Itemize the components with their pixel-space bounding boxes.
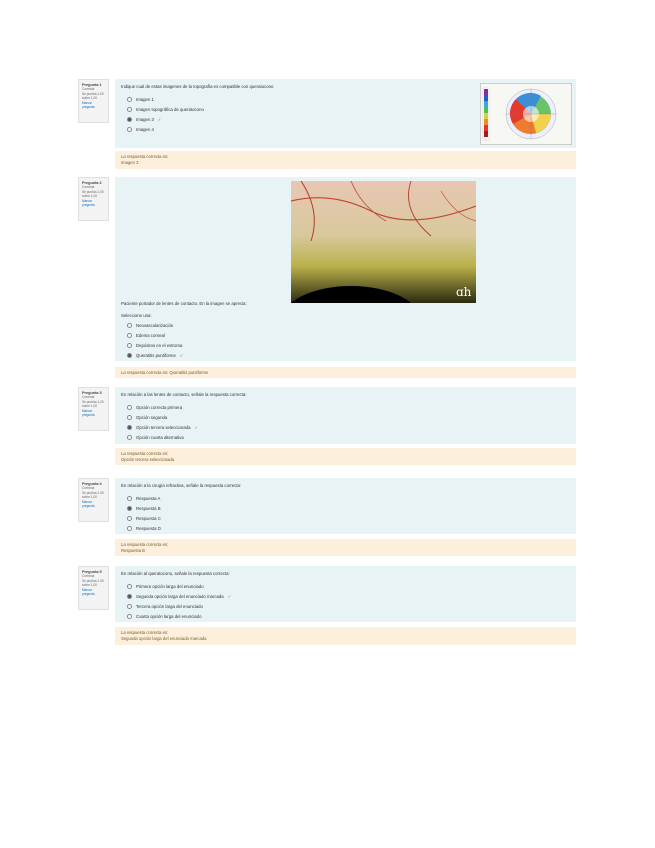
option-label: Respuesta B xyxy=(136,505,161,511)
feedback-box xyxy=(115,627,576,645)
option-label: Opción tercera seleccionada xyxy=(136,424,191,430)
radio-button[interactable] xyxy=(127,526,132,531)
answer-option[interactable] xyxy=(127,515,570,522)
option-label: Respuesta C xyxy=(136,515,161,521)
option-label: Opción segunda xyxy=(136,414,168,420)
check-icon: ✓ xyxy=(179,352,184,358)
question-content xyxy=(115,177,576,361)
option-label: Primera opción larga del enunciado xyxy=(136,583,204,589)
check-icon: ✓ xyxy=(157,116,162,122)
question-score: Se puntúa 1,00 sobre 1,00 xyxy=(82,399,104,409)
question-state: Correcta xyxy=(82,185,95,190)
question-number: Pregunta 3 xyxy=(82,391,102,395)
radio-button[interactable] xyxy=(127,614,132,619)
flag-question-link[interactable]: Marcar pregunta xyxy=(82,408,95,418)
answer-option[interactable] xyxy=(127,434,570,441)
feedback-answer: Imagen 3 xyxy=(121,159,139,165)
option-label: Imagen 3 xyxy=(136,116,154,122)
radio-button[interactable] xyxy=(127,323,132,328)
radio-button[interactable] xyxy=(127,496,132,501)
radio-button[interactable] xyxy=(127,516,132,521)
topography-image xyxy=(480,83,572,145)
radio-button[interactable] xyxy=(127,97,132,102)
question-state: Correcta xyxy=(82,574,95,579)
option-label: Respuesta A xyxy=(136,495,161,501)
answer-option[interactable] xyxy=(127,424,570,431)
answer-option[interactable] xyxy=(127,332,569,339)
flag-question-link[interactable]: Marcar pregunta xyxy=(82,198,95,208)
answer-option[interactable] xyxy=(127,613,570,620)
flag-question-link[interactable]: Marcar pregunta xyxy=(82,100,95,110)
flag-question-link[interactable]: Marcar pregunta xyxy=(82,499,95,509)
question-state: Correcta xyxy=(82,395,95,400)
answer-option[interactable] xyxy=(127,495,570,502)
answer-option[interactable] xyxy=(127,404,570,411)
question-number: Pregunta 1 xyxy=(82,83,102,87)
radio-button[interactable] xyxy=(127,405,132,410)
radio-button[interactable] xyxy=(127,584,132,589)
question-text: En relación a las lentes de contacto, señale la respuesta correcta: xyxy=(121,392,247,397)
feedback-text: La respuesta correcta es: xyxy=(121,542,169,547)
watermark-logo: ɑh xyxy=(456,285,472,299)
option-label: Opción correcta primera xyxy=(136,404,183,410)
question-number: Pregunta 2 xyxy=(82,181,102,185)
question-info xyxy=(78,79,109,123)
feedback-text: La respuesta correcta es: xyxy=(121,630,169,635)
question-content xyxy=(115,478,576,534)
answer-option[interactable] xyxy=(127,505,570,512)
flag-question-link[interactable]: Marcar pregunta xyxy=(82,587,95,597)
feedback-text: La respuesta correcta es: Queratitis puntiforme xyxy=(121,370,209,375)
option-label: Opción cuarta alternativa xyxy=(136,434,184,440)
option-label: Segunda opción larga del enunciado marcada xyxy=(136,593,224,599)
feedback-box xyxy=(115,151,576,169)
question-score: Se puntúa 1,00 sobre 1,00 xyxy=(82,578,104,588)
option-label: Tercera opción larga del enunciado xyxy=(136,603,203,609)
radio-button[interactable] xyxy=(127,506,132,511)
question-number: Pregunta 4 xyxy=(82,482,102,486)
answer-option[interactable] xyxy=(127,342,569,349)
radio-button[interactable] xyxy=(127,435,132,440)
question-state: Correcta xyxy=(82,486,95,491)
feedback-text: La respuesta correcta es: xyxy=(121,451,169,456)
radio-button[interactable] xyxy=(127,127,132,132)
answer-option[interactable] xyxy=(127,583,570,590)
eye-photo xyxy=(291,181,476,303)
option-label: Neovascularización xyxy=(136,322,174,328)
radio-button[interactable] xyxy=(127,117,132,122)
answer-option[interactable] xyxy=(127,525,570,532)
option-label: Imagen 1 xyxy=(136,96,154,102)
question-number: Pregunta 5 xyxy=(82,570,102,574)
feedback-answer: Respuesta B xyxy=(121,547,145,553)
radio-button[interactable] xyxy=(127,107,132,112)
question-text: Paciente portador de lentes de contacto. En la imagen se aprecia: xyxy=(121,301,247,306)
option-label: Edema corneal xyxy=(136,332,165,338)
check-icon: ✓ xyxy=(194,424,198,430)
radio-button[interactable] xyxy=(127,594,132,599)
question-content xyxy=(115,566,576,622)
question-score: Se puntúa 1,00 sobre 1,00 xyxy=(82,490,104,500)
select-prompt: Seleccione una: xyxy=(121,313,152,318)
question-score: Se puntúa 1,00 sobre 1,00 xyxy=(82,91,104,101)
radio-button[interactable] xyxy=(127,604,132,609)
radio-button[interactable] xyxy=(127,415,132,420)
answer-option[interactable] xyxy=(127,414,570,421)
option-label: Respuesta D xyxy=(136,525,161,531)
option-label: Queratitis puntiforme xyxy=(136,352,176,358)
answer-option[interactable] xyxy=(127,603,570,610)
option-label: Cuarta opción larga del enunciado xyxy=(136,613,202,619)
radio-button[interactable] xyxy=(127,425,132,430)
feedback-answer: Segunda opción larga del enunciado marcada xyxy=(121,635,207,641)
option-label: Imagen 4 xyxy=(136,126,154,132)
question-text: En relación al queratocono, señale la respuesta correcta: xyxy=(121,571,230,576)
feedback-answer: Opción tercera seleccionada xyxy=(121,456,175,462)
question-info xyxy=(78,387,109,431)
option-label: Imagen topográfica de queratocono xyxy=(136,106,204,112)
feedback-box xyxy=(115,448,576,465)
radio-button[interactable] xyxy=(127,333,132,338)
question-info xyxy=(78,566,109,610)
question-state: Correcta xyxy=(82,87,95,92)
feedback-box xyxy=(115,367,576,378)
question-text: En relación a la cirugía refractiva, señale la respuesta correcta: xyxy=(121,483,242,488)
answer-option[interactable] xyxy=(127,322,569,329)
question-info xyxy=(78,478,109,522)
question-score: Se puntúa 1,00 sobre 1,00 xyxy=(82,189,104,199)
check-icon: ✓ xyxy=(227,593,232,599)
answer-option[interactable] xyxy=(127,593,570,600)
feedback-box xyxy=(115,539,576,556)
radio-button[interactable] xyxy=(127,353,132,358)
feedback-text: La respuesta correcta es: xyxy=(121,154,169,159)
question-content xyxy=(115,79,576,148)
question-info xyxy=(78,177,109,221)
option-label: Depósitos en el estroma xyxy=(136,342,183,348)
radio-button[interactable] xyxy=(127,343,132,348)
question-text: Indique cual de estas imagenes de la topografía es compatible con queratocono xyxy=(121,84,274,89)
answer-option[interactable] xyxy=(127,352,569,359)
question-content xyxy=(115,387,576,444)
